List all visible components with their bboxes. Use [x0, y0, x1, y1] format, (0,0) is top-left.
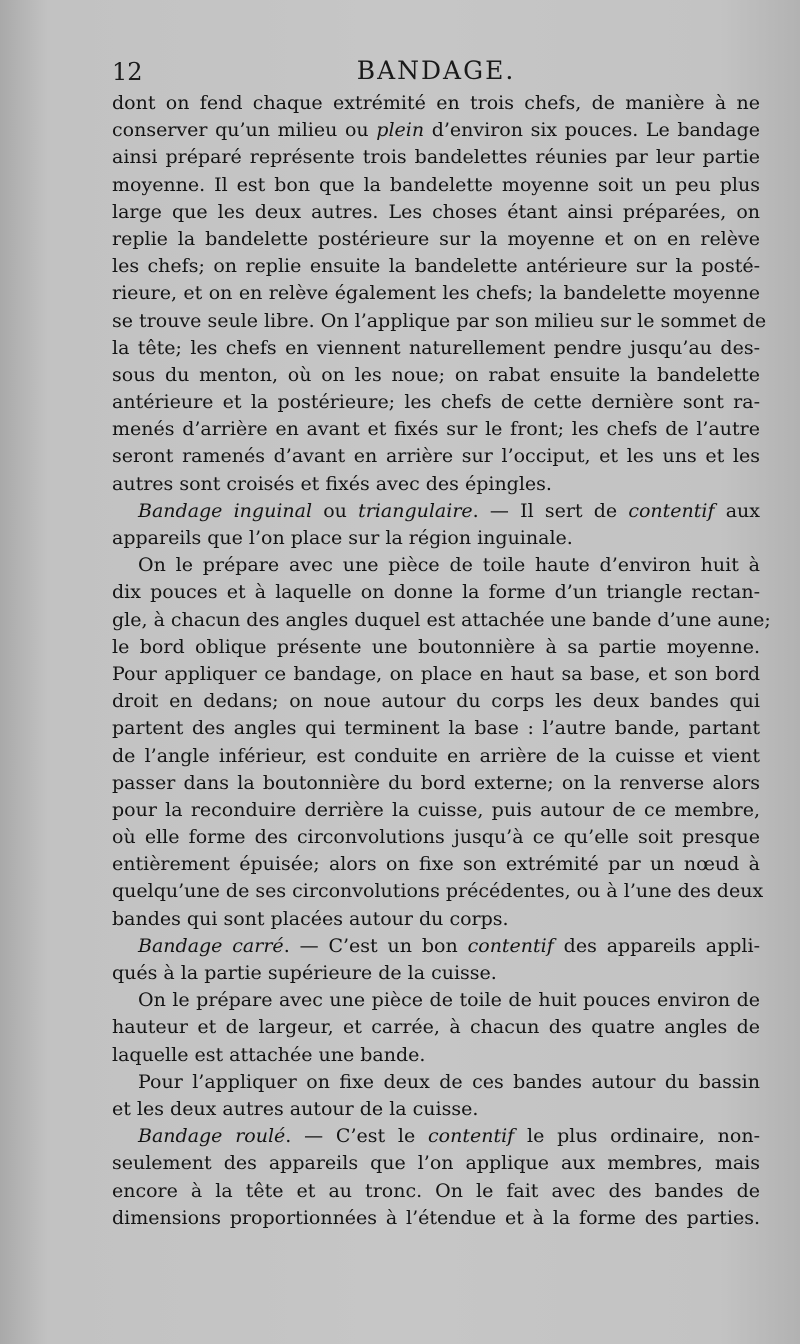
text-line: Pour l’appliquer on fixe deux de ces bandes autour du bassin — [138, 1070, 760, 1093]
text-line: quelqu’une de ses circonvolutions précédentes, ou à l’une des deux — [112, 880, 764, 903]
text-line: Pour appliquer ce bandage, on place en haut sa base, et son bord — [112, 662, 760, 685]
running-title: BANDAGE. — [356, 56, 516, 85]
text-line: dont on fend chaque extrémité en trois chefs, de manière à ne — [112, 92, 760, 114]
text-line: encore à la tête et au tronc. On le fait avec des bandes de — [112, 1179, 760, 1202]
text-line: se trouve seule libre. On l’applique par son milieu sur le sommet de — [112, 309, 767, 332]
text-line: qués à la partie supérieure de la cuisse. — [112, 962, 497, 984]
text-line: sous du menton, où on les noue; on rabat ensuite la bandelette — [112, 363, 760, 386]
italic-term: Bandage carré — [138, 934, 284, 957]
text-line: ainsi préparé représente trois bandelettes réunies par leur partie — [112, 146, 760, 169]
page-header — [112, 56, 760, 88]
text-line: partent des angles qui terminent la base : l’autre bande, partant — [112, 717, 760, 740]
text-line: Bandage inguinal ou triangulaire. — Il sert de contentif aux — [138, 499, 760, 522]
italic-term: contentif — [428, 1125, 515, 1148]
text-line: menés d’arrière en avant et fixés sur le front; les chefs de l’autre — [112, 418, 760, 441]
text-line: les chefs; on replie ensuite la bandelette antérieure sur la posté- — [112, 255, 760, 278]
text-line: pour la reconduire derrière la cuisse, puis autour de ce membre, — [112, 798, 760, 821]
text-line: autres sont croisés et fixés avec des épingles. — [112, 472, 552, 495]
italic-term: plein — [376, 119, 425, 142]
text-line: large que les deux autres. Les choses étant ainsi préparées, on — [112, 200, 760, 223]
italic-term: contentif — [628, 499, 715, 522]
text-line: droit en dedans; on noue autour du corps les deux bandes qui — [112, 690, 760, 713]
text-line: seront ramenés d’avant en arrière sur l’occiput, et les uns et les — [112, 445, 760, 468]
text-line: Bandage carré. — C’est un bon contentif des appareils appli- — [138, 934, 761, 957]
text-line: hauteur et de largeur, et carrée, à chacun des quatre angles de — [112, 1016, 760, 1039]
italic-term: Bandage roulé — [138, 1125, 286, 1148]
text-line: passer dans la boutonnière du bord externe; on la renverse alors — [112, 771, 760, 794]
text-line: On le prépare avec une pièce de toile de huit pouces environ de — [138, 989, 760, 1012]
page-number: 12 — [112, 58, 143, 86]
text-line: entièrement épuisée; alors on fixe son extrémité par un nœud à — [112, 853, 760, 876]
text-line: gle, à chacun des angles duquel est attachée une bande d’une aune; — [112, 608, 771, 631]
text-line: On le prépare avec une pièce de toile haute d’environ huit à — [138, 554, 760, 577]
text-line: la tête; les chefs en viennent naturellement pendre jusqu’au des- — [112, 336, 760, 359]
text-line: dimensions proportionnées à l’étendue et à la forme des parties. — [112, 1206, 760, 1229]
text-line: et les deux autres autour de la cuisse. — [112, 1097, 479, 1120]
body-text — [112, 90, 771, 1232]
text-line: replie la bandelette postérieure sur la moyenne et on en relève — [112, 227, 760, 250]
text-line: moyenne. Il est bon que la bandelette moyenne soit un peu plus — [112, 173, 760, 196]
text-line: où elle forme des circonvolutions jusqu’à ce qu’elle soit presque — [112, 826, 760, 849]
text-line: de l’angle inférieur, est conduite en arrière de la cuisse et vient — [112, 744, 760, 767]
italic-term: contentif — [467, 934, 554, 957]
text-line: conserver qu’un milieu ou plein d’environ six pouces. Le bandage — [112, 119, 760, 142]
text-line: bandes qui sont placées autour du corps. — [112, 907, 509, 930]
text-line: laquelle est attachée une bande. — [112, 1043, 426, 1066]
text-line: le bord oblique présente une boutonnière à sa partie moyenne. — [112, 635, 760, 658]
text-line: rieure, et on en relève également les chefs; la bandelette moyenne — [112, 282, 760, 305]
text-line: dix pouces et à laquelle on donne la forme d’un triangle rectan- — [112, 581, 760, 604]
italic-term: Bandage inguinal — [138, 499, 313, 522]
text-line: Bandage roulé. — C’est le contentif le plus ordinaire, non- — [138, 1125, 760, 1148]
text-line: antérieure et la postérieure; les chefs de cette dernière sont ra- — [112, 391, 760, 414]
italic-term: triangulaire — [358, 499, 473, 522]
text-line: seulement des appareils que l’on applique aux membres, mais — [112, 1152, 760, 1175]
text-line: appareils que l’on place sur la région inguinale. — [112, 527, 573, 549]
